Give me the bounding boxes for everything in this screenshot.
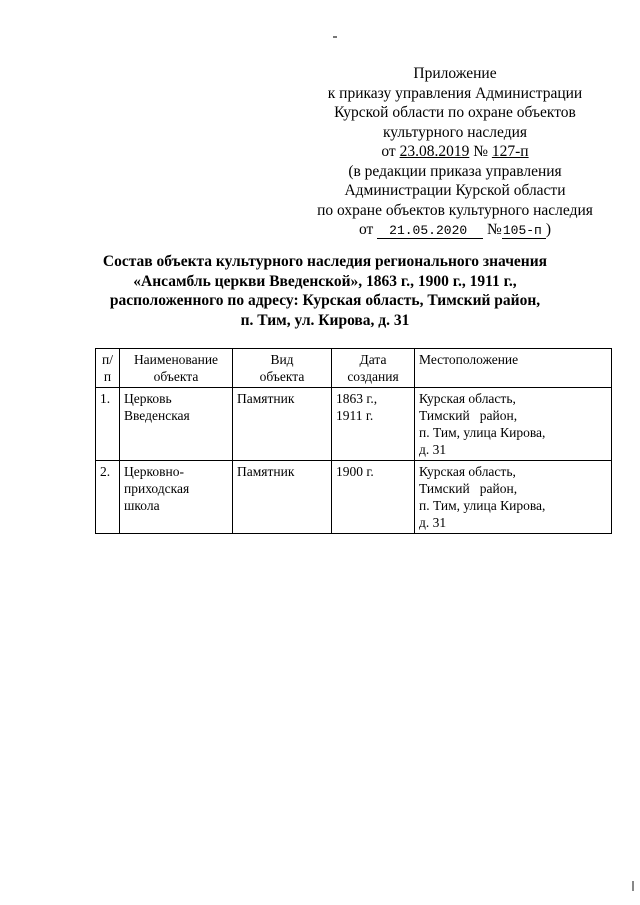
header-line: культурного наследия	[382, 123, 528, 141]
header-line: Приложение	[413, 65, 497, 82]
table-header-row	[96, 349, 612, 388]
order-prefix: от	[381, 143, 396, 160]
objects-table	[95, 348, 612, 534]
order-reference	[300, 142, 610, 162]
order-number-sign: №	[473, 143, 489, 160]
title-line: п. Тим, ул. Кирова, д. 31	[240, 311, 410, 329]
header-line: к приказу управления Администрации	[327, 84, 583, 102]
row-number: 1.	[96, 388, 120, 461]
title-line: расположенного по адресу: Курская область, Тимский район,	[109, 292, 541, 309]
amendment-reference	[300, 220, 610, 240]
amend-close: )	[545, 221, 552, 238]
col-header-date: Дата создания	[332, 349, 415, 388]
amendment-line: (в редакции приказа управления	[348, 162, 562, 180]
amend-date: 21.05.2020	[377, 223, 483, 239]
col-header-name: Наименование объекта	[120, 349, 233, 388]
order-date: 23.08.2019	[399, 143, 470, 160]
amendment-line: по охране объектов культурного наследия	[317, 201, 593, 219]
col-header-kind: Вид объекта	[233, 349, 332, 388]
object-kind: Памятник	[233, 461, 332, 534]
row-number: 2.	[96, 461, 120, 534]
creation-date: 1863 г., 1911 г.	[332, 388, 415, 461]
title-line: «Ансамбль церкви Введенской», 1863 г., 1900 г., 1911 г.,	[133, 272, 517, 290]
creation-date: 1900 г.	[332, 461, 415, 534]
amend-number: 105-п	[502, 223, 546, 239]
amend-number-sign: №	[487, 221, 502, 238]
object-location: Курская область, Тимский район, п. Тим, улица Кирова, д. 31	[415, 461, 612, 534]
scan-edge-mark	[632, 881, 634, 891]
title-line: Состав объекта культурного наследия регионального значения	[102, 253, 548, 270]
table-row	[96, 461, 612, 534]
object-kind: Памятник	[233, 388, 332, 461]
col-header-num: п/п	[96, 349, 120, 388]
col-header-location: Местоположение	[415, 349, 612, 388]
appendix-header	[300, 64, 610, 240]
object-name: Церковь Введенская	[120, 388, 233, 461]
amend-prefix: от	[358, 221, 374, 238]
scan-speck	[333, 36, 337, 38]
document-title	[80, 252, 570, 330]
object-location: Курская область, Тимский район, п. Тим, улица Кирова, д. 31	[415, 388, 612, 461]
table-row	[96, 388, 612, 461]
header-line: Курской области по охране объектов	[334, 104, 576, 121]
order-number: 127-п	[491, 143, 529, 160]
object-name: Церковно- приходская школа	[120, 461, 233, 534]
amendment-line: Администрации Курской области	[344, 182, 566, 199]
